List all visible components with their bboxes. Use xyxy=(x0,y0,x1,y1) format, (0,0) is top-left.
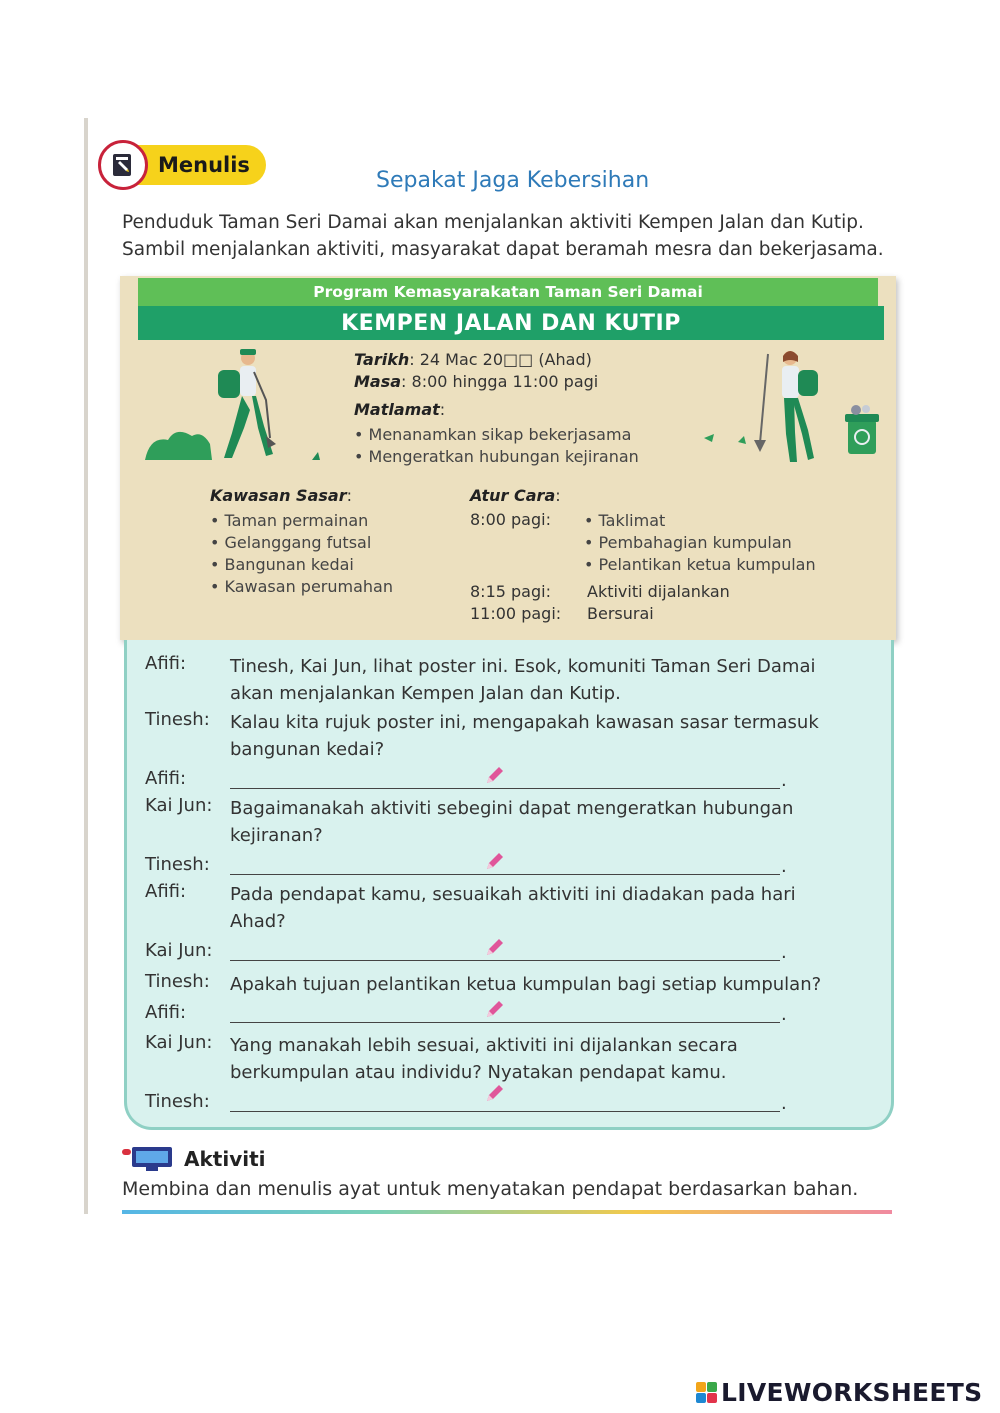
procedure-time-1: 8:00 pagi: xyxy=(470,510,551,529)
speaker-label: Tinesh: xyxy=(145,854,210,875)
intro-text xyxy=(122,209,922,263)
speaker-label: Kai Jun: xyxy=(145,1032,213,1053)
speaker-label: Afifi: xyxy=(145,881,187,902)
intro-line-1: Penduduk Taman Seri Damai akan menjalankan aktiviti Kempen Jalan dan Kutip. xyxy=(122,212,864,233)
speaker-label: Afifi: xyxy=(145,768,187,789)
list-item: • Pembahagian kumpulan xyxy=(584,533,792,552)
book-icon xyxy=(98,140,148,190)
period: . xyxy=(781,856,787,877)
speaker-label: Kai Jun: xyxy=(145,940,213,961)
dialogue-line: Apakah tujuan pelantikan ketua kumpulan bagi setiap kumpulan? xyxy=(230,974,822,995)
volunteer-sweeping-illustration xyxy=(698,348,888,468)
scan-edge xyxy=(84,118,88,1214)
pencil-icon xyxy=(484,1082,506,1104)
divider xyxy=(122,1210,892,1214)
intro-line-2: Sambil menjalankan aktiviti, masyarakat dapat beramah mesra dan bekerjasama. xyxy=(122,239,884,260)
poster-area-list xyxy=(210,510,393,598)
section-badge xyxy=(98,140,266,190)
logo-mark-icon xyxy=(696,1382,717,1403)
list-item: • Taklimat xyxy=(584,511,666,530)
period: . xyxy=(781,1004,787,1025)
liveworksheets-logo xyxy=(696,1378,982,1407)
computer-icon xyxy=(122,1145,176,1173)
speaker-label: Afifi: xyxy=(145,653,187,674)
activity-heading xyxy=(122,1145,266,1173)
speaker-label: Kai Jun: xyxy=(145,795,213,816)
period: . xyxy=(781,942,787,963)
procedure-list-1 xyxy=(584,510,816,576)
poster-title: KEMPEN JALAN DAN KUTIP xyxy=(138,306,884,340)
poster-area-heading: Kawasan Sasar: xyxy=(210,486,352,505)
list-item: • Bangunan kedai xyxy=(210,555,354,574)
poster-time: Masa: 8:00 hingga 11:00 pagi xyxy=(354,372,599,391)
pencil-icon xyxy=(484,936,506,958)
list-item: • Kawasan perumahan xyxy=(210,577,393,596)
activity-title: Aktiviti xyxy=(184,1147,266,1171)
list-item: • Gelanggang futsal xyxy=(210,533,372,552)
poster xyxy=(120,276,896,640)
procedure-time-2: 8:15 pagi: xyxy=(470,582,551,601)
badge-label: Menulis xyxy=(134,145,266,185)
period: . xyxy=(781,1093,787,1114)
page-title: Sepakat Jaga Kebersihan xyxy=(376,168,650,193)
procedure-item-3: Bersurai xyxy=(587,604,654,623)
dialogue-line: Tinesh, Kai Jun, lihat poster ini. Esok, komuniti Taman Seri Damai akan menjalankan Kempen Jalan dan Kutip. xyxy=(230,656,816,704)
pencil-icon xyxy=(484,850,506,872)
pencil-icon xyxy=(484,998,506,1020)
list-item: • Pelantikan ketua kumpulan xyxy=(584,555,816,574)
speaker-label: Tinesh: xyxy=(145,709,210,730)
poster-subtitle: Program Kemasyarakatan Taman Seri Damai xyxy=(138,278,878,306)
activity-text: Membina dan menulis ayat untuk menyatakan pendapat berdasarkan bahan. xyxy=(122,1178,859,1200)
volunteer-walking-illustration xyxy=(140,348,340,468)
list-item: • Menanamkan sikap bekerjasama xyxy=(354,425,632,444)
dialogue-line: Pada pendapat kamu, sesuaikah aktiviti ini diadakan pada hari Ahad? xyxy=(230,884,796,932)
pencil-icon xyxy=(484,764,506,786)
speaker-label: Tinesh: xyxy=(145,1091,210,1112)
poster-date: Tarikh: 24 Mac 20□□ (Ahad) xyxy=(354,350,592,369)
procedure-time-3: 11:00 pagi: xyxy=(470,604,562,623)
logo-text: LIVEWORKSHEETS xyxy=(721,1378,983,1407)
poster-goal-list xyxy=(354,424,639,468)
speaker-label: Afifi: xyxy=(145,1002,187,1023)
procedure-item-2: Aktiviti dijalankan xyxy=(587,582,730,601)
list-item: • Mengeratkan hubungan kejiranan xyxy=(354,447,639,466)
poster-procedure-heading: Atur Cara: xyxy=(470,486,561,505)
list-item: • Taman permainan xyxy=(210,511,369,530)
speaker-label: Tinesh: xyxy=(145,971,210,992)
dialogue-line: Bagaimanakah aktiviti sebegini dapat mengeratkan hubungan kejiranan? xyxy=(230,798,794,846)
dialogue-line: Yang manakah lebih sesuai, aktiviti ini dijalankan secara berkumpulan atau individu? Nyatakan pendapat kamu. xyxy=(230,1035,738,1083)
dialogue-line: Kalau kita rujuk poster ini, mengapakah kawasan sasar termasuk bangunan kedai? xyxy=(230,712,819,760)
period: . xyxy=(781,770,787,791)
poster-goal-heading: Matlamat: xyxy=(354,400,446,419)
